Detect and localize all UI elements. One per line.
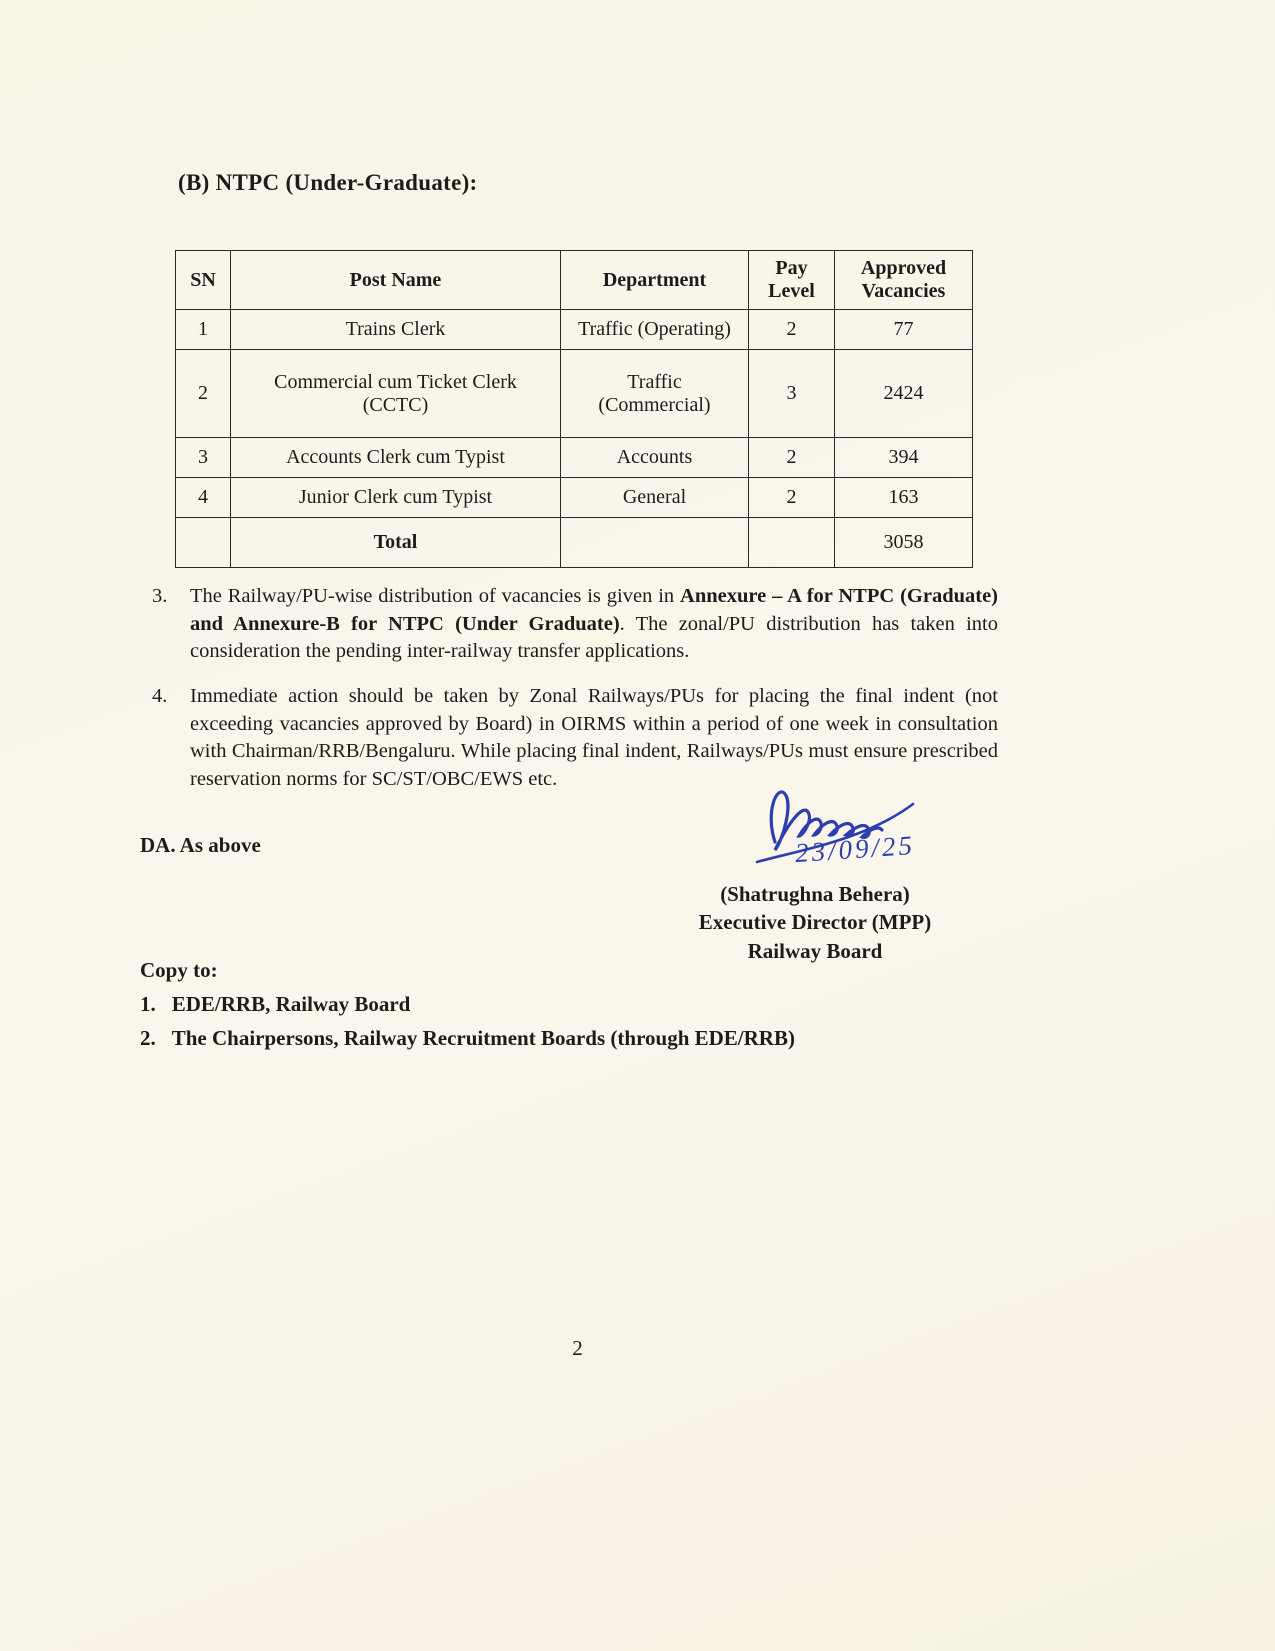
cell-vacancies: 2424 (835, 350, 973, 438)
cell-post: Accounts Clerk cum Typist (231, 438, 561, 478)
paragraph-4-text: Immediate action should be taken by Zonal Railways/PUs for placing the final indent (not exceeding vacancies approved by Board) in OIRMS within a period of one week in consultation with Chairman/RRB/Bengaluru. While placing final indent, Railways/PUs must ensure prescribed reservation norms for SC/ST/OBC/EWS etc. (190, 685, 998, 791)
cell-pay: 3 (749, 350, 835, 438)
cell-dept: Traffic (Operating) (561, 310, 749, 350)
table-header-row (176, 251, 973, 310)
paragraph-3-part3: . The zonal/PU distribution has taken into consideration the pending inter-railway transfer applications. (190, 612, 998, 663)
copy-to-item-text: EDE/RRB, Railway Board (171, 992, 411, 1016)
paragraph-4-number: 4. (152, 685, 168, 707)
cell-sn: 1 (176, 310, 231, 350)
signature-date: 23/09/25 (794, 829, 916, 869)
paragraph-3 (152, 583, 998, 666)
copy-to-label: Copy to: (140, 958, 218, 982)
cell-sn-empty (176, 518, 231, 568)
paragraph-3-bold: Annexure – A for NTPC (Graduate) and Annexure-B for NTPC (Under Graduate) (190, 585, 998, 635)
signatory-name: (Shatrughna Behera) (720, 882, 910, 906)
cell-sn: 4 (176, 478, 231, 518)
da-line: DA. As above (140, 833, 261, 857)
col-header-pay-level: Pay Level (749, 251, 835, 310)
cell-sn: 3 (176, 438, 231, 478)
copy-to-item-text: The Chairpersons, Railway Recruitment Boards (through EDE/RRB) (171, 1026, 795, 1050)
copy-to-item (140, 992, 795, 1017)
cell-pay: 2 (749, 310, 835, 350)
col-header-department: Department (561, 251, 749, 310)
cell-vacancies: 394 (835, 438, 973, 478)
cell-dept: Accounts (561, 438, 749, 478)
cell-sn: 2 (176, 350, 231, 438)
table-row (176, 478, 973, 518)
col-header-post-name: Post Name (231, 251, 561, 310)
cell-post: Commercial cum Ticket Clerk (CCTC) (231, 350, 561, 438)
copy-to-item-number: 1. (140, 992, 156, 1016)
cell-total-label: Total (231, 518, 561, 568)
section-heading: (B) NTPC (Under-Graduate): (178, 170, 478, 195)
signature-block (645, 778, 985, 965)
page-number: 2 (572, 1336, 583, 1360)
vacancy-table (175, 250, 973, 568)
cell-total-value: 3058 (835, 518, 973, 568)
paragraph-3-part1: The Railway/PU-wise distribution of vacancies is given in (190, 585, 681, 607)
cell-pay: 2 (749, 478, 835, 518)
signature-art (645, 778, 985, 880)
table-row (176, 350, 973, 438)
col-header-approved-vacancies: Approved Vacancies (835, 251, 973, 310)
cell-post: Junior Clerk cum Typist (231, 478, 561, 518)
table-row (176, 438, 973, 478)
cell-vacancies: 77 (835, 310, 973, 350)
signatory-org: Railway Board (747, 938, 883, 963)
table-row (176, 310, 973, 350)
cell-post: Trains Clerk (231, 310, 561, 350)
cell-dept: Traffic (Commercial) (561, 350, 749, 438)
copy-to-section (140, 958, 795, 1051)
cell-vacancies: 163 (835, 478, 973, 518)
table-total-row (176, 518, 973, 568)
signatory-title: Executive Director (MPP) (698, 910, 932, 935)
paragraph-3-number: 3. (152, 585, 168, 607)
cell-pay: 2 (749, 438, 835, 478)
cell-dept-empty (561, 518, 749, 568)
cell-dept: General (561, 478, 749, 518)
copy-to-item (140, 1026, 795, 1051)
cell-pay-empty (749, 518, 835, 568)
signatory-names (645, 880, 985, 965)
copy-to-item-number: 2. (140, 1026, 156, 1050)
paragraph-3-text (190, 583, 998, 666)
col-header-sn: SN (176, 251, 231, 310)
